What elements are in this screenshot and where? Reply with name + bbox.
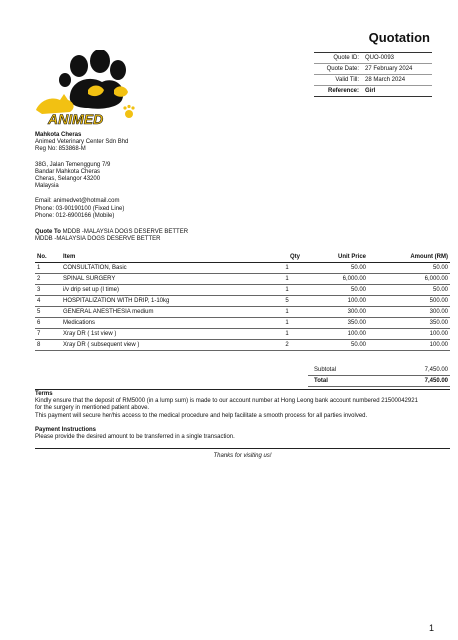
terms-line: Kindly ensure that the deposit of RM5000 (in a lump sum) is made to our account number at Hong Leong bank account numbered 21500042921 xyxy=(35,398,418,405)
cell-amount: 300.00 xyxy=(368,307,450,318)
cell-no: 6 xyxy=(35,318,61,329)
company-reg: Reg No: 853868-M xyxy=(35,146,86,153)
cell-no: 5 xyxy=(35,307,61,318)
meta-quote-id xyxy=(314,53,432,64)
cell-unit-price: 350.00 xyxy=(302,318,368,329)
cell-no: 2 xyxy=(35,274,61,285)
cell-item: HOSPITALIZATION WITH DRIP, 1-10kg xyxy=(61,296,272,307)
col-header-item: Item xyxy=(61,252,272,263)
cell-unit-price: 6,000.00 xyxy=(302,274,368,285)
meta-label: Valid Till: xyxy=(335,77,359,83)
cell-item: SPINAL SURGERY xyxy=(61,274,272,285)
meta-label: Quote Date: xyxy=(326,66,359,72)
logo-wordmark: ANIMED xyxy=(48,111,104,126)
cell-no: 8 xyxy=(35,340,61,351)
total-value: 7,450.00 xyxy=(424,378,448,384)
subtotal-row xyxy=(308,365,450,376)
company-legal-name: Animed Veterinary Center Sdn Bhd xyxy=(35,139,129,146)
bird-silhouette xyxy=(114,86,128,96)
company-phone: Phone: 03-90190100 (Fixed Line) xyxy=(35,205,125,212)
col-header-unit-price: Unit Price xyxy=(302,252,368,263)
animed-logo xyxy=(30,50,142,126)
cell-amount: 100.00 xyxy=(368,340,450,351)
cell-amount: 6,000.00 xyxy=(368,274,450,285)
subtotal-label: Subtotal xyxy=(314,367,337,373)
table-row xyxy=(35,307,450,318)
cell-unit-price: 100.00 xyxy=(302,296,368,307)
small-paw-toe xyxy=(131,106,134,109)
small-paw-toe xyxy=(127,105,130,108)
quote-to-line: MDDB -MALAYSIA DOGS DESERVE BETTER xyxy=(35,236,161,243)
quote-to-name: MDDB -MALAYSIA DOGS DESERVE BETTER xyxy=(62,229,189,235)
meta-quote-date xyxy=(314,64,432,75)
cell-amount: 50.00 xyxy=(368,263,450,274)
address-line: Malaysia xyxy=(35,183,59,190)
totals xyxy=(308,365,450,387)
subtotal-value: 7,450.00 xyxy=(424,367,448,373)
table-row xyxy=(35,340,450,351)
quote-to-label: Quote To xyxy=(35,229,61,235)
cell-no: 4 xyxy=(35,296,61,307)
cell-no: 3 xyxy=(35,285,61,296)
meta-value: 28 March 2024 xyxy=(365,77,406,83)
company-email: Email: animedvet@hotmail.com xyxy=(35,198,120,205)
meta-value: Girl xyxy=(365,88,376,94)
meta-reference xyxy=(314,86,432,97)
total-label: Total xyxy=(314,378,328,384)
meta-label: Reference: xyxy=(327,88,359,94)
total-row xyxy=(308,376,450,387)
table-row xyxy=(35,274,450,285)
line-items-table xyxy=(35,252,450,351)
table-row xyxy=(35,263,450,274)
cell-no: 7 xyxy=(35,329,61,340)
quote-to xyxy=(35,229,188,243)
cell-item: Xray DR ( subsequent view ) xyxy=(61,340,272,351)
cell-item: i/v drip set up (I time) xyxy=(61,285,272,296)
cell-qty: 1 xyxy=(272,285,302,296)
document-title: Quotation xyxy=(368,30,430,45)
cell-amount: 50.00 xyxy=(368,285,450,296)
cell-no: 1 xyxy=(35,263,61,274)
cell-qty: 1 xyxy=(272,329,302,340)
paw-toe xyxy=(110,60,126,80)
cell-qty: 1 xyxy=(272,263,302,274)
col-header-amount: Amount (RM) xyxy=(368,252,450,263)
quote-meta xyxy=(314,52,432,97)
divider xyxy=(35,448,450,449)
terms-heading: Terms xyxy=(35,391,53,397)
thanks-note: Thanks for visiting us! xyxy=(213,453,272,459)
company-phone: Phone: 012-6900166 (Mobile) xyxy=(35,212,115,219)
table-header-row xyxy=(35,252,450,263)
small-paw xyxy=(125,110,133,118)
payment-heading: Payment Instructions xyxy=(35,427,97,433)
col-header-qty: Qty xyxy=(272,252,302,263)
cell-amount: 500.00 xyxy=(368,296,450,307)
divider xyxy=(35,389,450,390)
table-row xyxy=(35,285,450,296)
small-paw-toe xyxy=(123,106,126,109)
page-number: 1 xyxy=(428,623,434,633)
company-name: Mahkota Cheras xyxy=(35,132,82,138)
address-line: Cheras, Selangor 43200 xyxy=(35,176,101,183)
payment-section xyxy=(35,427,235,441)
cell-item: CONSULTATION, Basic xyxy=(61,263,272,274)
terms-line: This payment will secure her/his access to the medical procedure and help facilitate a smooth process for all parties involved. xyxy=(35,412,368,419)
company-info xyxy=(35,132,128,220)
table-row xyxy=(35,329,450,340)
meta-valid-till xyxy=(314,75,432,86)
paw-toe xyxy=(90,50,110,73)
paw-toe xyxy=(70,55,88,77)
terms-section xyxy=(35,391,418,420)
cell-qty: 1 xyxy=(272,318,302,329)
cell-amount: 350.00 xyxy=(368,318,450,329)
cell-unit-price: 50.00 xyxy=(302,340,368,351)
terms-line: for the surgery in mentioned patient above. xyxy=(35,405,150,412)
table-row xyxy=(35,296,450,307)
meta-value: 27 February 2024 xyxy=(365,66,413,72)
payment-line: Please provide the desired amount to be transferred in a single transaction. xyxy=(35,434,235,441)
cell-qty: 1 xyxy=(272,274,302,285)
cell-qty: 1 xyxy=(272,307,302,318)
cell-unit-price: 100.00 xyxy=(302,329,368,340)
cell-qty: 5 xyxy=(272,296,302,307)
cell-item: GENERAL ANESTHESIA medium xyxy=(61,307,272,318)
cell-unit-price: 300.00 xyxy=(302,307,368,318)
cell-item: Medications xyxy=(61,318,272,329)
meta-value: QUO-0093 xyxy=(365,55,395,61)
cell-qty: 2 xyxy=(272,340,302,351)
cell-item: Xray DR ( 1st view ) xyxy=(61,329,272,340)
cell-amount: 100.00 xyxy=(368,329,450,340)
table-row xyxy=(35,318,450,329)
paw-toe xyxy=(59,73,71,87)
col-header-no: No. xyxy=(35,252,61,263)
address-line: Bandar Mahkota Cheras xyxy=(35,168,101,175)
meta-label: Quote ID: xyxy=(333,55,359,61)
cell-unit-price: 50.00 xyxy=(302,285,368,296)
address-line: 38G, Jalan Temenggung 7/9 xyxy=(35,161,111,168)
cell-unit-price: 50.00 xyxy=(302,263,368,274)
